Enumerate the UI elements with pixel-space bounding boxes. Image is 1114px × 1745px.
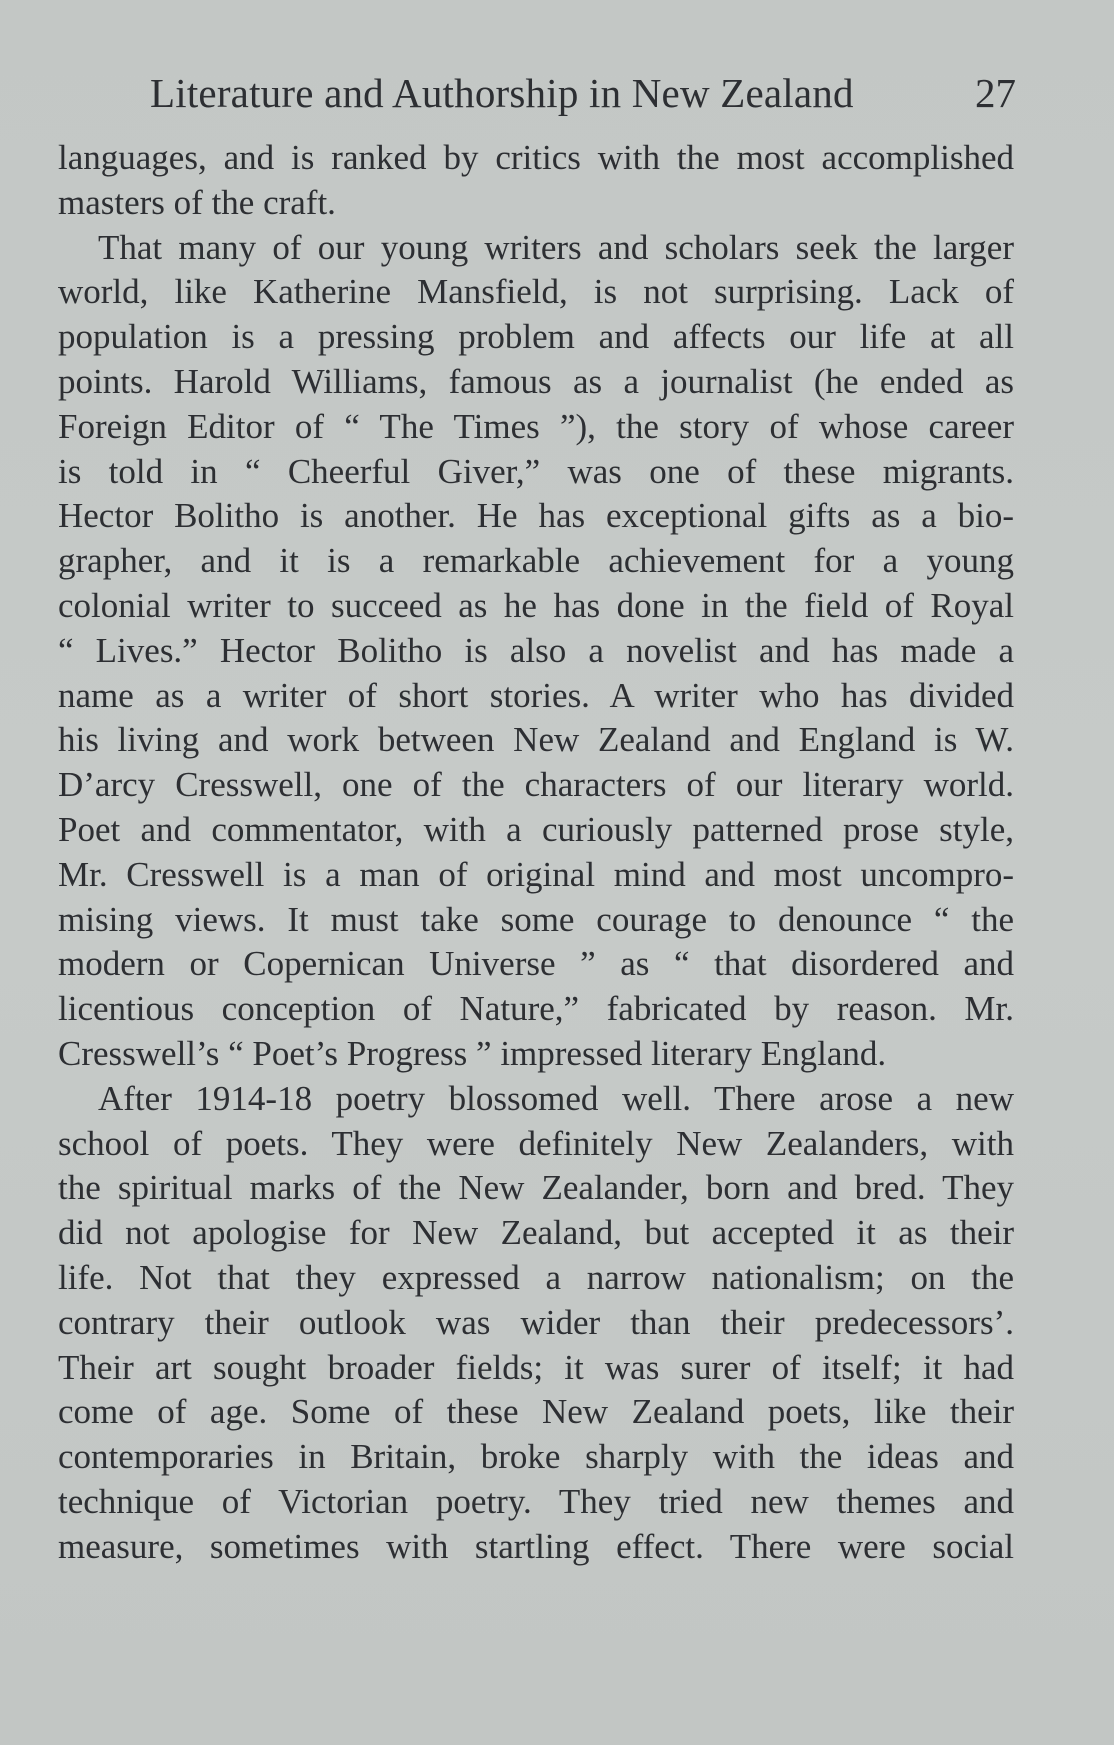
text-line: did not apologise for New Zealand, but accepted it as their [58, 1213, 1014, 1253]
text-line: the spiritual marks of the New Zealander, born and bred. They [58, 1168, 1014, 1208]
text-line: his living and work between New Zealand and England is W. [58, 720, 1014, 760]
text-line: come of age. Some of these New Zealand poets, like their [58, 1392, 1014, 1432]
text-line: “ Lives.” Hector Bolitho is also a novelist and has made a [58, 630, 1014, 670]
running-head [150, 68, 1016, 118]
text-line: name as a writer of short stories. A writer who has divided [58, 675, 1014, 715]
text-line: contrary their outlook was wider than their predecessors’. [58, 1302, 1014, 1342]
text-line: Their art sought broader fields; it was surer of itself; it had [58, 1347, 1014, 1387]
text-line: world, like Katherine Mansfield, is not surprising. Lack of [58, 272, 1014, 312]
text-line: D’arcy Cresswell, one of the characters of our literary world. [58, 765, 1014, 805]
text-line: is told in “ Cheerful Giver,” was one of these migrants. [58, 451, 1014, 491]
text-line: life. Not that they expressed a narrow nationalism; on the [58, 1257, 1014, 1297]
text-line: technique of Victorian poetry. They tried new themes and [58, 1481, 1014, 1521]
text-line: After 1914-18 poetry blossomed well. There arose a new [98, 1078, 1014, 1118]
text-line: population is a pressing problem and affects our life at all [58, 317, 1014, 357]
text-line: contemporaries in Britain, broke sharply with the ideas and [58, 1437, 1014, 1477]
text-line: points. Harold Williams, famous as a journalist (he ended as [58, 361, 1014, 401]
body-text [58, 136, 1014, 1570]
text-line: Mr. Cresswell is a man of original mind and most uncompro- [58, 854, 1014, 894]
text-line: masters of the craft. [58, 182, 336, 222]
text-line: Poet and commentator, with a curiously patterned prose style, [58, 809, 1014, 849]
text-line: Cresswell’s “ Poet’s Progress ” impressed literary England. [58, 1033, 887, 1073]
text-line: Foreign Editor of “ The Times ”), the story of whose career [58, 406, 1014, 446]
text-line: languages, and is ranked by critics with the most accomplished [58, 138, 1014, 177]
page-number: 27 [975, 70, 1016, 116]
text-line: school of poets. They were definitely New Zealanders, with [58, 1123, 1014, 1163]
text-line: grapher, and it is a remarkable achievement for a young [58, 541, 1014, 581]
text-line: mising views. It must take some courage to denounce “ the [58, 899, 1014, 939]
text-line: measure, sometimes with startling effect. There were social [58, 1526, 1014, 1566]
text-line: That many of our young writers and scholars seek the larger [98, 227, 1014, 267]
running-title: Literature and Authorship in New Zealand [150, 70, 854, 116]
text-line: Hector Bolitho is another. He has exceptional gifts as a bio- [58, 496, 1014, 536]
text-line: modern or Copernican Universe ” as “ that disordered and [58, 944, 1014, 984]
text-line: licentious conception of Nature,” fabricated by reason. Mr. [58, 989, 1014, 1029]
text-line: colonial writer to succeed as he has done in the field of Royal [58, 585, 1014, 625]
